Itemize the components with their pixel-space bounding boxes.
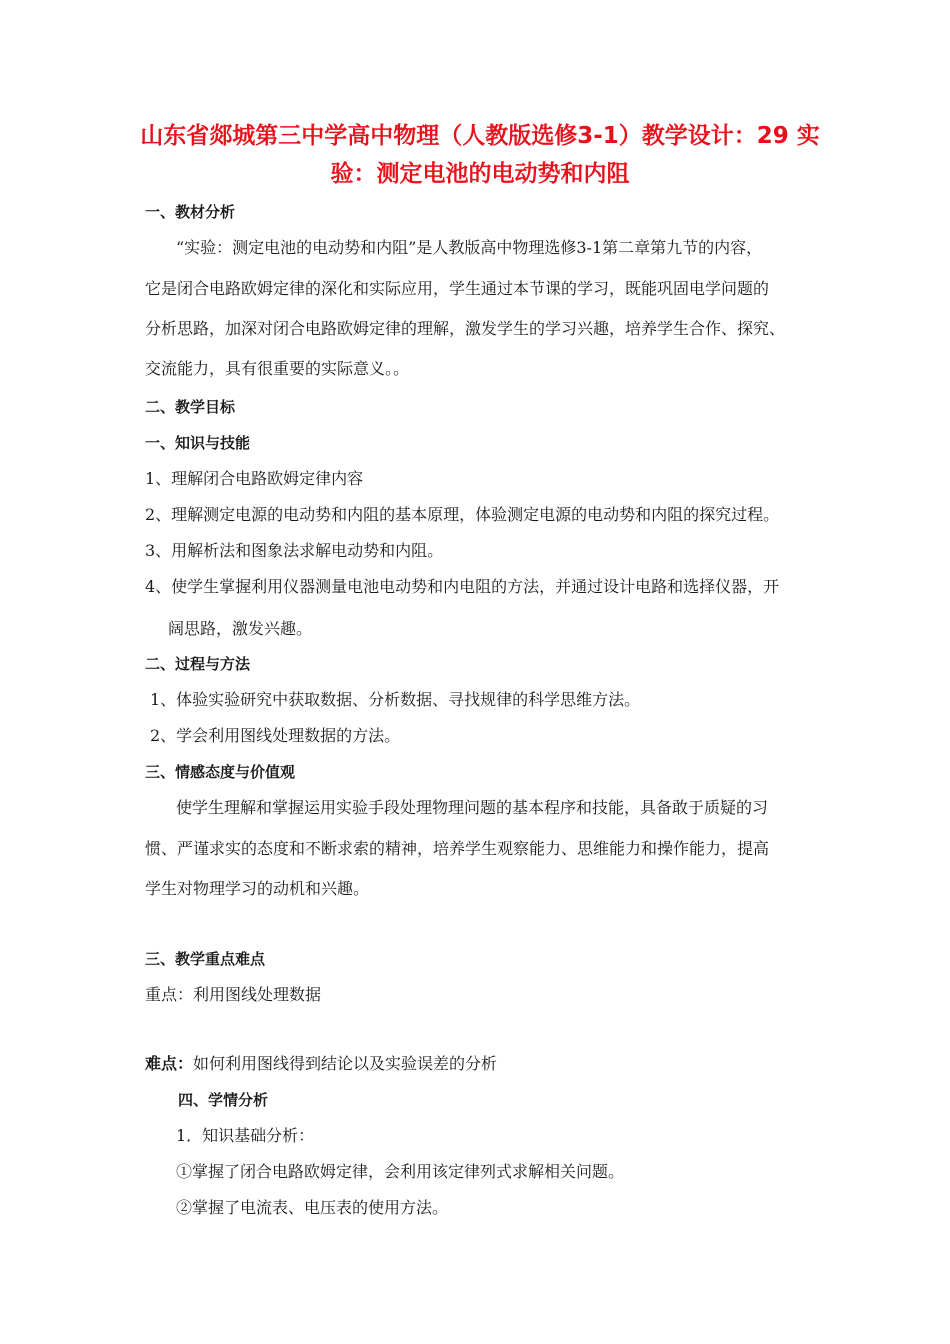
list-item: 2、理解测定电源的电动势和内阻的基本原理，体验测定电源的电动势和内阻的探究过程。 <box>145 505 780 524</box>
section-heading-textbook-analysis: 一、教材分析 <box>145 203 236 221</box>
paragraph-line: 使学生理解和掌握运用实验手段处理物理问题的基本程序和技能，具备敢于质疑的习 <box>176 798 769 817</box>
paragraph-line: “实验：测定电池的电动势和内阻”是人教版高中物理选修3-1第二章第九节的内容， <box>176 238 763 257</box>
paragraph-line: 它是闭合电路欧姆定律的深化和实际应用，学生通过本节课的学习，既能巩固电学问题的 <box>145 279 770 298</box>
section-heading-teaching-goals: 二、教学目标 <box>145 398 236 416</box>
list-item: 1、体验实验研究中获取数据、分析数据、寻找规律的科学思维方法。 <box>150 690 641 709</box>
subsection-heading-process-methods: 二、过程与方法 <box>145 655 251 673</box>
paragraph-line: 学生对物理学习的动机和兴趣。 <box>145 879 370 898</box>
subsection-heading-attitudes-values: 三、情感态度与价值观 <box>145 763 296 781</box>
paragraph-line: 惯、严谨求实的态度和不断求索的精神，培养学生观察能力、思维能力和操作能力，提高 <box>145 839 770 858</box>
list-item: 3、用解析法和图象法求解电动势和内阻。 <box>145 541 444 560</box>
title-line-1: 山东省郯城第三中学高中物理（人教版选修3-1）教学设计：29 实 <box>140 123 820 149</box>
paragraph-line: 交流能力，具有很重要的实际意义。。 <box>145 359 410 378</box>
subsection-heading-knowledge-skills: 一、知识与技能 <box>145 434 251 452</box>
subsection-heading-knowledge-basis: 1．知识基础分析： <box>176 1126 315 1145</box>
document-title <box>140 117 820 193</box>
list-item: 1、理解闭合电路欧姆定律内容 <box>145 469 364 488</box>
paragraph-line: 分析思路，加深对闭合电路欧姆定律的理解，激发学生的学习兴趣，培养学生合作、探究、 <box>145 319 786 338</box>
list-item: ①掌握了闭合电路欧姆定律，会利用该定律列式求解相关问题。 <box>176 1162 625 1181</box>
title-line-2: 验：测定电池的电动势和内阻 <box>330 161 630 187</box>
list-item-continuation: 阔思路，激发兴趣。 <box>168 619 313 638</box>
difficulty-line <box>145 1054 497 1074</box>
key-point-text: 重点：利用图线处理数据 <box>145 985 322 1004</box>
section-heading-learner-analysis: 四、学情分析 <box>178 1091 269 1109</box>
list-item: 4、使学生掌握利用仪器测量电池电动势和内电阻的方法，并通过设计电路和选择仪器，开 <box>145 577 780 596</box>
section-heading-key-difficult-points: 三、教学重点难点 <box>145 950 266 968</box>
list-item: 2、学会利用图线处理数据的方法。 <box>150 726 401 745</box>
difficulty-text: 如何利用图线得到结论以及实验误差的分析 <box>193 1054 498 1073</box>
list-item: ②掌握了电流表、电压表的使用方法。 <box>176 1198 449 1217</box>
difficulty-label: 难点： <box>145 1054 194 1073</box>
